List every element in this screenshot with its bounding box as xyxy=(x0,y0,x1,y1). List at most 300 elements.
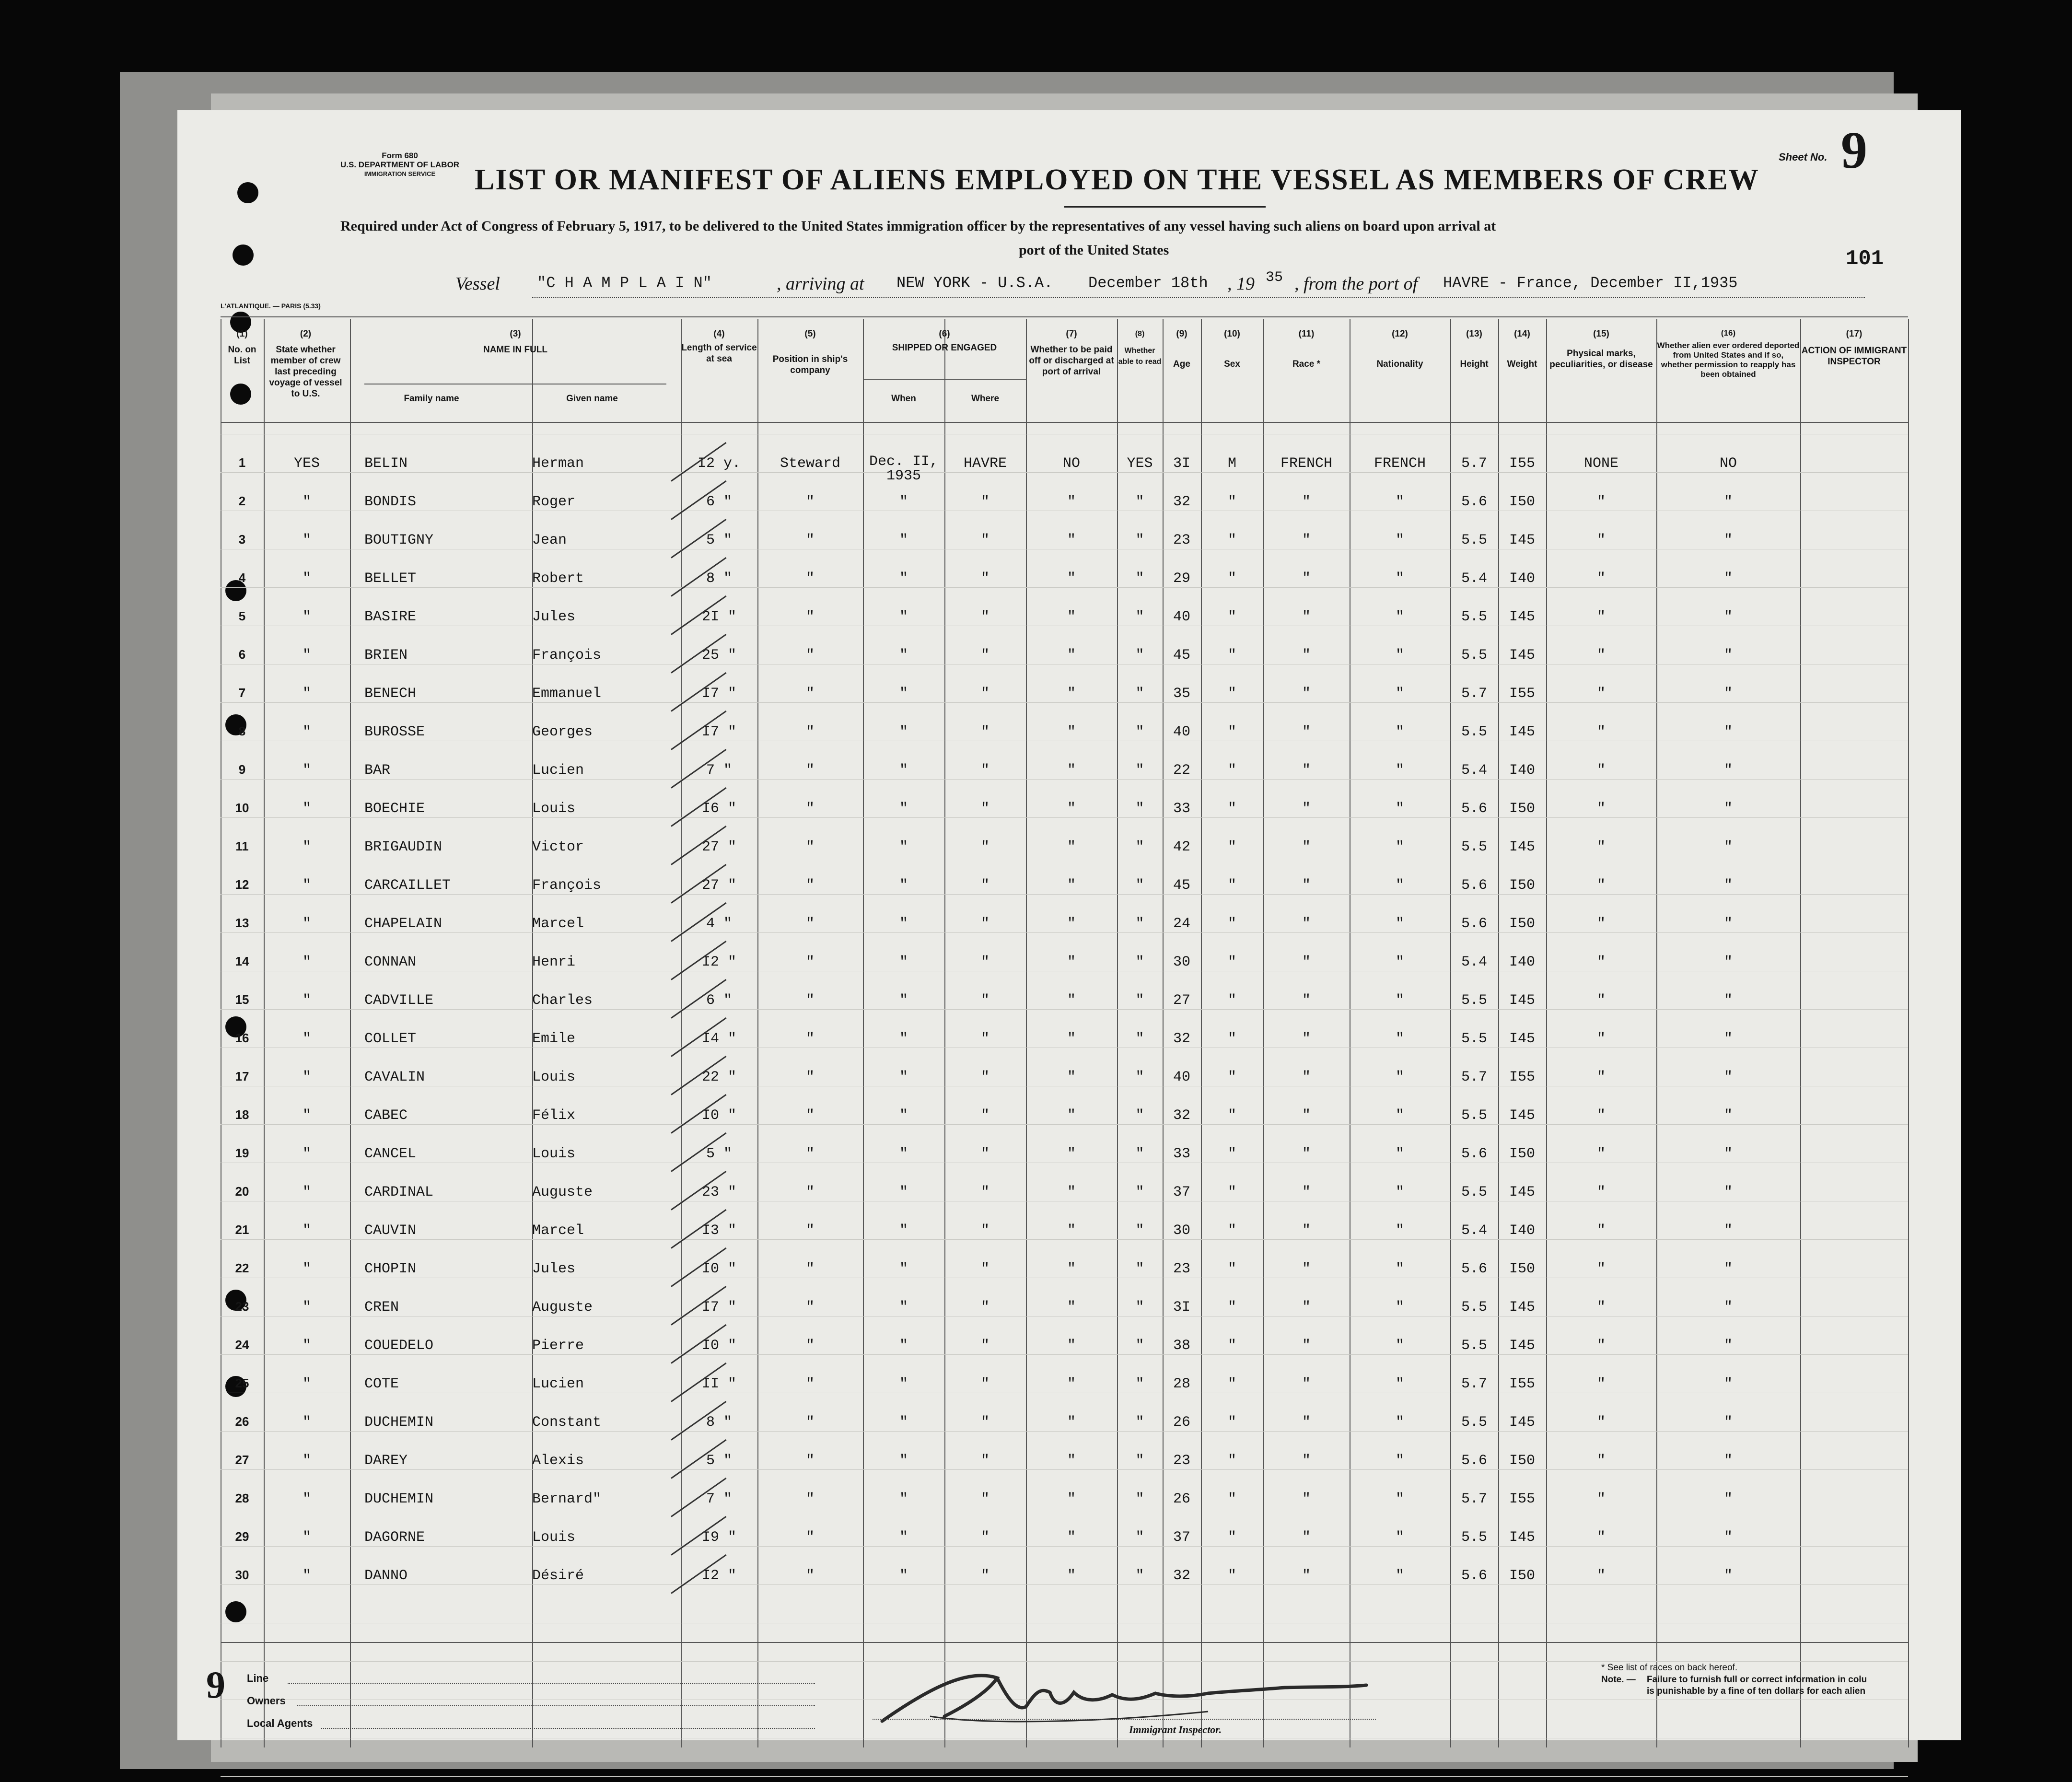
cell-marks: " xyxy=(1596,1414,1606,1431)
cell-sex: " xyxy=(1227,1223,1236,1239)
col-1-header: (1) No. on List xyxy=(228,329,256,366)
cell-height: 5.5 xyxy=(1461,839,1487,855)
cell-marks: " xyxy=(1596,1184,1606,1200)
cell-paid: " xyxy=(1067,1453,1076,1469)
col-6a-header: When xyxy=(891,394,916,404)
cell-read: " xyxy=(1135,916,1144,932)
row-rule xyxy=(221,779,1908,780)
cell-when: " xyxy=(899,1069,908,1085)
cell-family: BONDIS xyxy=(364,494,417,510)
row-rule xyxy=(221,1431,1908,1432)
cell-weight: I45 xyxy=(1509,1031,1535,1047)
cell-height: 5.6 xyxy=(1461,1261,1487,1277)
cell-deported: " xyxy=(1723,1184,1733,1200)
cell-paid: " xyxy=(1067,839,1076,855)
cell-age: 32 xyxy=(1173,1031,1190,1047)
cell-service: 2I " xyxy=(701,609,736,625)
arrival-port: NEW YORK - U.S.A. xyxy=(896,274,1053,292)
col-17-header: (17) ACTION OF IMMIGRANT INSPECTOR xyxy=(1801,329,1907,367)
cell-race: " xyxy=(1302,1223,1311,1239)
cell-marks: " xyxy=(1596,494,1606,510)
cell-nationality: " xyxy=(1395,1414,1404,1431)
cell-sex: " xyxy=(1227,877,1236,894)
cell-marks: " xyxy=(1596,801,1606,817)
cell-given: Constant xyxy=(532,1414,602,1431)
cell-service: I7 " xyxy=(701,1299,736,1316)
cell-deported: " xyxy=(1723,1568,1733,1584)
row-rule xyxy=(221,702,1908,703)
cell-race: " xyxy=(1302,609,1311,625)
col-8-header: (8) Whether able to read xyxy=(1118,330,1162,366)
footer-agents-label: Local Agents xyxy=(247,1717,313,1729)
cell-position: " xyxy=(805,1261,815,1277)
punch-hole xyxy=(230,384,251,405)
cell-nationality: " xyxy=(1395,647,1404,664)
cell-weight: I55 xyxy=(1509,1491,1535,1507)
row-rule xyxy=(221,1354,1908,1355)
cell-height: 5.5 xyxy=(1461,1338,1487,1354)
cell-nationality: FRENCH xyxy=(1374,455,1426,472)
service: IMMIGRATION SERVICE xyxy=(364,170,436,177)
cell-marks: " xyxy=(1596,839,1606,855)
cell-height: 5.5 xyxy=(1461,1107,1487,1124)
cell-paid: " xyxy=(1067,992,1076,1009)
cell-sex: " xyxy=(1227,1184,1236,1200)
cell-nationality: " xyxy=(1395,1069,1404,1085)
cell-family: CONNAN xyxy=(364,954,417,970)
cell-marks: NONE xyxy=(1583,455,1618,472)
cell-given: Jules xyxy=(532,1261,576,1277)
cell-no: 7 xyxy=(238,686,246,700)
cell-position: " xyxy=(805,647,815,664)
cell-where: " xyxy=(980,916,989,932)
cell-prev: " xyxy=(302,1338,311,1354)
cell-when: Dec. II, 1935 xyxy=(869,454,939,484)
cell-prev: " xyxy=(302,1529,311,1546)
cell-height: 5.6 xyxy=(1461,494,1487,510)
cell-weight: I45 xyxy=(1509,1299,1535,1316)
form-number: Form 680 xyxy=(382,151,418,160)
cell-paid: " xyxy=(1067,609,1076,625)
cell-deported: " xyxy=(1723,609,1733,625)
cell-family: CARCAILLET xyxy=(364,877,451,894)
cell-sex: " xyxy=(1227,1568,1236,1584)
cell-age: 45 xyxy=(1173,877,1190,894)
col-11-header: (11) Race * xyxy=(1292,329,1321,369)
cell-position: " xyxy=(805,1107,815,1124)
cell-service: 6 " xyxy=(706,494,732,510)
cell-marks: " xyxy=(1596,1491,1606,1507)
cell-family: CAUVIN xyxy=(364,1223,417,1239)
cell-service: I2 " xyxy=(701,1568,736,1584)
page-title: LIST OR MANIFEST OF ALIENS EMPLOYED ON THE VESSEL AS MEMBERS OF CREW xyxy=(475,163,1759,196)
cell-prev: " xyxy=(302,1223,311,1239)
row-rule xyxy=(221,817,1908,818)
cell-sex: " xyxy=(1227,839,1236,855)
cell-service: 6 " xyxy=(706,992,732,1009)
cell-weight: I55 xyxy=(1509,686,1535,702)
footer-owners-label: Owners xyxy=(247,1695,286,1707)
cell-age: 22 xyxy=(1173,762,1190,779)
cell-position: " xyxy=(805,1529,815,1546)
cell-weight: I40 xyxy=(1509,762,1535,779)
cell-prev: " xyxy=(302,609,311,625)
cell-nationality: " xyxy=(1395,532,1404,548)
cell-paid: " xyxy=(1067,1184,1076,1200)
row-rule xyxy=(221,1469,1908,1470)
cell-given: François xyxy=(532,877,602,894)
cell-position: " xyxy=(805,992,815,1009)
cell-given: Charles xyxy=(532,992,593,1009)
cell-when: " xyxy=(899,609,908,625)
cell-where: " xyxy=(980,1223,989,1239)
cell-nationality: " xyxy=(1395,1299,1404,1316)
cell-prev: " xyxy=(302,1491,311,1507)
cell-given: Marcel xyxy=(532,916,584,932)
cell-family: DANNO xyxy=(364,1568,408,1584)
cell-marks: " xyxy=(1596,532,1606,548)
cell-height: 5.6 xyxy=(1461,877,1487,894)
cell-no: 23 xyxy=(235,1299,249,1314)
cell-given: Emile xyxy=(532,1031,576,1047)
year: 35 xyxy=(1266,269,1283,286)
cell-age: 24 xyxy=(1173,916,1190,932)
cell-race: " xyxy=(1302,801,1311,817)
cell-deported: " xyxy=(1723,954,1733,970)
cell-when: " xyxy=(899,724,908,740)
cell-age: 26 xyxy=(1173,1414,1190,1431)
cell-height: 5.5 xyxy=(1461,1529,1487,1546)
cell-service: 5 " xyxy=(706,1146,732,1162)
cell-no: 16 xyxy=(235,1031,249,1045)
cell-family: COUEDELO xyxy=(364,1338,434,1354)
cell-weight: I45 xyxy=(1509,1529,1535,1546)
cell-paid: " xyxy=(1067,571,1076,587)
cell-no: 2 xyxy=(238,494,246,508)
cell-service: 7 " xyxy=(706,1491,732,1507)
cell-age: 40 xyxy=(1173,609,1190,625)
cell-marks: " xyxy=(1596,1299,1606,1316)
row-rule xyxy=(221,1546,1908,1547)
cell-when: " xyxy=(899,1184,908,1200)
col-3b-header: Given name xyxy=(566,394,618,404)
cell-age: 3I xyxy=(1173,1299,1190,1316)
cell-paid: " xyxy=(1067,916,1076,932)
cell-position: " xyxy=(805,916,815,932)
cell-nationality: " xyxy=(1395,1031,1404,1047)
cell-position: " xyxy=(805,1568,815,1584)
cell-nationality: " xyxy=(1395,954,1404,970)
cell-position: " xyxy=(805,686,815,702)
cell-marks: " xyxy=(1596,877,1606,894)
cell-deported: " xyxy=(1723,532,1733,548)
cell-no: 10 xyxy=(235,801,249,815)
cell-race: " xyxy=(1302,686,1311,702)
cell-age: 30 xyxy=(1173,954,1190,970)
footer-page-number: 9 xyxy=(206,1664,225,1706)
col-2-header: (2) State whether member of crew last preceding voyage of vessel to U.S. xyxy=(269,329,342,399)
punch-hole xyxy=(225,1601,246,1622)
subtitle-line1: Required under Act of Congress of February 5, 1917, to be delivered to the United States immigration officer by the representatives of any vessel having such aliens on board upon arrival at xyxy=(340,218,1496,234)
cell-family: BRIEN xyxy=(364,647,408,664)
cell-nationality: " xyxy=(1395,1453,1404,1469)
cell-read: " xyxy=(1135,1031,1144,1047)
cell-position: " xyxy=(805,1414,815,1431)
cell-given: Emmanuel xyxy=(532,686,602,702)
column-divider xyxy=(1800,319,1801,1747)
cell-read: " xyxy=(1135,1529,1144,1546)
cell-age: 3I xyxy=(1173,455,1190,472)
cell-marks: " xyxy=(1596,609,1606,625)
cell-age: 37 xyxy=(1173,1184,1190,1200)
cell-weight: I50 xyxy=(1509,1261,1535,1277)
cell-position: " xyxy=(805,532,815,548)
cell-age: 32 xyxy=(1173,494,1190,510)
cell-where: " xyxy=(980,1261,989,1277)
cell-height: 5.4 xyxy=(1461,954,1487,970)
cell-sex: " xyxy=(1227,686,1236,702)
cell-family: CHAPELAIN xyxy=(364,916,442,932)
cell-race: " xyxy=(1302,494,1311,510)
vessel-label: Vessel xyxy=(455,274,500,294)
cell-when: " xyxy=(899,954,908,970)
cell-sex: " xyxy=(1227,1261,1236,1277)
cell-deported: " xyxy=(1723,1529,1733,1546)
cell-prev: " xyxy=(302,762,311,779)
cell-deported: " xyxy=(1723,1299,1733,1316)
cell-sex: " xyxy=(1227,647,1236,664)
cell-service: I2 " xyxy=(701,954,736,970)
cell-position: " xyxy=(805,1069,815,1085)
cell-family: COLLET xyxy=(364,1031,417,1047)
cell-position: " xyxy=(805,877,815,894)
cell-no: 19 xyxy=(235,1146,249,1160)
cell-deported: " xyxy=(1723,647,1733,664)
cell-age: 45 xyxy=(1173,647,1190,664)
col-10-header: (10) Sex xyxy=(1224,329,1240,369)
col-6-header: (6) SHIPPED OR ENGAGED xyxy=(892,329,997,353)
footer-line-label: Line xyxy=(247,1672,269,1684)
cell-weight: I50 xyxy=(1509,801,1535,817)
col-15-header: (15) Physical marks, peculiarities, or disease xyxy=(1549,329,1653,370)
cell-read: " xyxy=(1135,1299,1144,1316)
cell-weight: I55 xyxy=(1509,1069,1535,1085)
cell-position: " xyxy=(805,1146,815,1162)
col-6b-header: Where xyxy=(971,394,1000,404)
cell-weight: I40 xyxy=(1509,571,1535,587)
cell-prev: " xyxy=(302,1568,311,1584)
cell-when: " xyxy=(899,1107,908,1124)
cell-read: " xyxy=(1135,1338,1144,1354)
arrival-date: December 18th xyxy=(1088,274,1208,292)
cell-no: 1 xyxy=(238,455,246,470)
cell-service: I7 " xyxy=(701,686,736,702)
cell-given: Lucien xyxy=(532,762,584,779)
cell-deported: " xyxy=(1723,686,1733,702)
inspector-label: Immigrant Inspector. xyxy=(1129,1724,1222,1735)
cell-service: 5 " xyxy=(706,1453,732,1469)
cell-nationality: " xyxy=(1395,686,1404,702)
cell-family: BENECH xyxy=(364,686,417,702)
cell-service: II " xyxy=(701,1376,736,1392)
cell-position: " xyxy=(805,609,815,625)
cell-race: " xyxy=(1302,1069,1311,1085)
subtitle-line2: port of the United States xyxy=(1019,242,1169,258)
cell-age: 23 xyxy=(1173,1453,1190,1469)
cell-service: I0 " xyxy=(701,1338,736,1354)
cell-prev: " xyxy=(302,724,311,740)
cell-sex: " xyxy=(1227,1107,1236,1124)
cell-family: BUROSSE xyxy=(364,724,425,740)
cell-family: BOECHIE xyxy=(364,801,425,817)
cell-given: Félix xyxy=(532,1107,576,1124)
printer-mark: L'ATLANTIQUE. — PARIS (5.33) xyxy=(221,302,321,310)
cell-read: " xyxy=(1135,801,1144,817)
cell-position: " xyxy=(805,1299,815,1316)
cell-when: " xyxy=(899,992,908,1009)
cell-given: Alexis xyxy=(532,1453,584,1469)
cell-given: Jules xyxy=(532,609,576,625)
cell-nationality: " xyxy=(1395,992,1404,1009)
cell-deported: " xyxy=(1723,1491,1733,1507)
cell-family: CREN xyxy=(364,1299,399,1316)
cell-nationality: " xyxy=(1395,571,1404,587)
cell-weight: I45 xyxy=(1509,647,1535,664)
cell-marks: " xyxy=(1596,916,1606,932)
note-label: Note. — xyxy=(1601,1675,1636,1685)
cell-height: 5.4 xyxy=(1461,762,1487,779)
cell-where: " xyxy=(980,1107,989,1124)
cell-no: 13 xyxy=(235,916,249,930)
cell-where: " xyxy=(980,1338,989,1354)
cell-position: " xyxy=(805,1491,815,1507)
cell-marks: " xyxy=(1596,992,1606,1009)
cell-where: " xyxy=(980,762,989,779)
cell-sex: " xyxy=(1227,1376,1236,1392)
cell-weight: I45 xyxy=(1509,609,1535,625)
cell-age: 26 xyxy=(1173,1491,1190,1507)
cell-height: 5.5 xyxy=(1461,609,1487,625)
cell-read: " xyxy=(1135,532,1144,548)
cell-family: DUCHEMIN xyxy=(364,1491,434,1507)
cell-sex: " xyxy=(1227,609,1236,625)
cell-when: " xyxy=(899,1299,908,1316)
cell-read: " xyxy=(1135,839,1144,855)
cell-height: 5.5 xyxy=(1461,1299,1487,1316)
cell-service: 8 " xyxy=(706,1414,732,1431)
cell-paid: " xyxy=(1067,954,1076,970)
cell-sex: " xyxy=(1227,1529,1236,1546)
col-3a-header: Family name xyxy=(404,394,459,404)
cell-nationality: " xyxy=(1395,1338,1404,1354)
cell-paid: " xyxy=(1067,686,1076,702)
cell-height: 5.7 xyxy=(1461,1376,1487,1392)
cell-read: " xyxy=(1135,494,1144,510)
cell-height: 5.5 xyxy=(1461,647,1487,664)
cell-service: I4 " xyxy=(701,1031,736,1047)
cell-read: " xyxy=(1135,1184,1144,1200)
inspector-rule xyxy=(873,1719,1376,1720)
cell-service: I0 " xyxy=(701,1261,736,1277)
note-text-2: is punishable by a fine of ten dollars for each alien xyxy=(1647,1686,1866,1696)
cell-where: " xyxy=(980,992,989,1009)
cell-race: " xyxy=(1302,1376,1311,1392)
row-rule xyxy=(221,1584,1908,1585)
cell-when: " xyxy=(899,877,908,894)
cell-race: " xyxy=(1302,1414,1311,1431)
cell-paid: " xyxy=(1067,1338,1076,1354)
row-rule xyxy=(221,894,1908,895)
cell-height: 5.5 xyxy=(1461,724,1487,740)
cell-deported: " xyxy=(1723,1338,1733,1354)
cell-given: Henri xyxy=(532,954,576,970)
cell-race: " xyxy=(1302,1453,1311,1469)
sheet-label: Sheet No. xyxy=(1779,151,1828,163)
cell-deported: " xyxy=(1723,1107,1733,1124)
cell-service: 23 " xyxy=(701,1184,736,1200)
cell-no: 12 xyxy=(235,877,249,892)
cell-no: 28 xyxy=(235,1491,249,1505)
cell-race: " xyxy=(1302,1568,1311,1584)
row-rule xyxy=(221,1239,1908,1240)
cell-sex: " xyxy=(1227,916,1236,932)
cell-race: " xyxy=(1302,992,1311,1009)
cell-read: " xyxy=(1135,686,1144,702)
cell-position: " xyxy=(805,1184,815,1200)
cell-age: 32 xyxy=(1173,1568,1190,1584)
header-bottom-border xyxy=(221,422,1908,423)
cell-marks: " xyxy=(1596,954,1606,970)
cell-nationality: " xyxy=(1395,724,1404,740)
shipped-header-rule xyxy=(863,379,1026,380)
cell-race: " xyxy=(1302,1261,1311,1277)
cell-when: " xyxy=(899,494,908,510)
cell-service: I3 " xyxy=(701,1223,736,1239)
cell-paid: " xyxy=(1067,762,1076,779)
cell-no: 22 xyxy=(235,1261,249,1275)
cell-read: " xyxy=(1135,1568,1144,1584)
cell-deported: " xyxy=(1723,494,1733,510)
cell-age: 33 xyxy=(1173,1146,1190,1162)
cell-position: " xyxy=(805,839,815,855)
cell-race: " xyxy=(1302,877,1311,894)
cell-no: 5 xyxy=(238,609,246,623)
cell-no: 14 xyxy=(235,954,249,968)
cell-where: " xyxy=(980,647,989,664)
cell-sex: " xyxy=(1227,1338,1236,1354)
col-16-header: (16) Whether alien ever ordered deported from United States and if so, whether permission to reapply has been obtained xyxy=(1657,328,1800,379)
cell-race: " xyxy=(1302,1338,1311,1354)
cell-marks: " xyxy=(1596,647,1606,664)
cell-read: " xyxy=(1135,1146,1144,1162)
cell-given: Jean xyxy=(532,532,567,548)
cell-paid: " xyxy=(1067,1299,1076,1316)
cell-prev: " xyxy=(302,1069,311,1085)
cell-given: Lucien xyxy=(532,1376,584,1392)
cell-position: " xyxy=(805,954,815,970)
cell-service: 8 " xyxy=(706,571,732,587)
cell-paid: " xyxy=(1067,1261,1076,1277)
col-9-header: (9) Age xyxy=(1173,329,1190,369)
cell-weight: I50 xyxy=(1509,494,1535,510)
cell-given: Louis xyxy=(532,1529,576,1546)
cell-read: " xyxy=(1135,1261,1144,1277)
row-rule xyxy=(221,932,1908,933)
cell-race: " xyxy=(1302,1529,1311,1546)
table-top-border xyxy=(221,316,1908,317)
cell-where: " xyxy=(980,532,989,548)
col-13-header: (13) Height xyxy=(1460,329,1489,369)
